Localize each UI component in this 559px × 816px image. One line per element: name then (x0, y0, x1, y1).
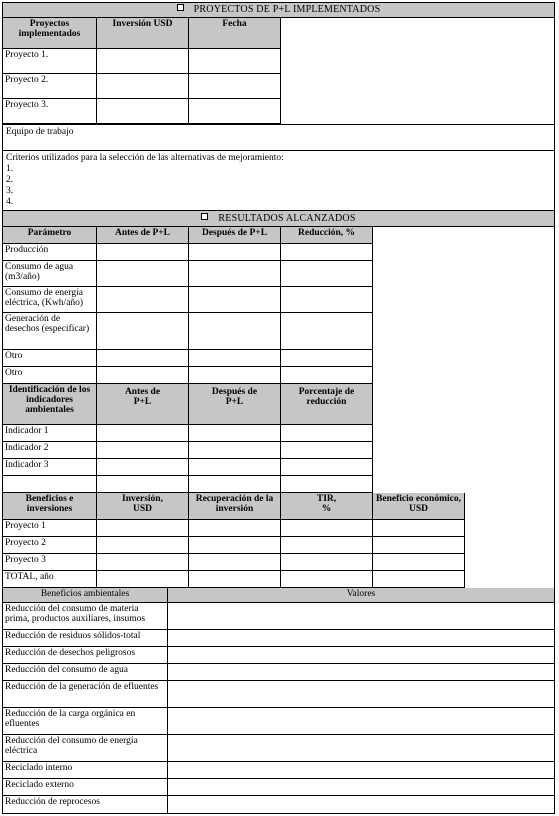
column-header: Parámetro (3, 227, 97, 244)
value-cell[interactable] (168, 735, 554, 762)
value-cell[interactable] (281, 425, 373, 442)
value-cell[interactable] (281, 287, 373, 313)
table-row-label: Proyecto 3 (3, 554, 97, 571)
column-header: Después de P+L (189, 227, 281, 244)
column-header: Recuperación de la inversión (189, 493, 281, 520)
value-cell[interactable] (97, 287, 189, 313)
form-sheet (2, 2, 555, 814)
value-cell[interactable] (97, 244, 189, 261)
section-title: PROYECTOS DE P+L IMPLEMENTADOS (193, 4, 381, 15)
table-row-label: Reducción del consumo de agua (3, 664, 168, 681)
column-header: TIR, % (281, 493, 373, 520)
investment-cell[interactable] (97, 49, 189, 74)
table-row-label: Indicador 2 (3, 442, 97, 459)
investment-cell[interactable] (97, 74, 189, 99)
criteria-item: 2. (6, 175, 14, 185)
checkbox-bullet-icon (201, 213, 208, 220)
value-cell[interactable] (168, 630, 554, 647)
value-cell[interactable] (189, 350, 281, 367)
value-cell[interactable] (189, 425, 281, 442)
value-cell[interactable] (189, 287, 281, 313)
value-cell[interactable] (97, 554, 189, 571)
divider (3, 124, 554, 125)
value-cell[interactable] (97, 367, 189, 384)
value-cell[interactable] (168, 779, 554, 796)
value-cell[interactable] (97, 459, 189, 476)
value-cell[interactable] (189, 554, 281, 571)
value-cell[interactable] (97, 520, 189, 537)
column-header: Inversión USD (97, 18, 189, 49)
column-header: Reducción, % (281, 227, 373, 244)
table-row-label: Proyecto 1. (3, 49, 97, 74)
table-row-label (3, 476, 97, 493)
table-row-label: Reducción de desechos peligrosos (3, 647, 168, 664)
value-cell[interactable] (189, 571, 281, 588)
date-cell[interactable] (189, 49, 281, 74)
table-row-label: Consumo de agua (m3/año) (3, 261, 97, 287)
column-header: Valores (168, 588, 554, 603)
value-cell[interactable] (97, 313, 189, 350)
table-row-label: Producción (3, 244, 97, 261)
value-cell[interactable] (168, 647, 554, 664)
criteria-item: 1. (6, 164, 14, 174)
value-cell[interactable] (168, 603, 554, 630)
table-row-label: TOTAL, año (3, 571, 97, 588)
table-row-label: Consumo de energía eléctrica, (Kwh/año) (3, 287, 97, 313)
value-cell[interactable] (281, 554, 373, 571)
value-cell[interactable] (168, 664, 554, 681)
section-title: RESULTADOS ALCANZADOS (218, 213, 356, 224)
column-header: Antes de P+L (97, 384, 189, 425)
table-row-label: Proyecto 3. (3, 99, 97, 124)
table-row-label: Generación de desechos (especificar) (3, 313, 97, 350)
investment-cell[interactable] (97, 99, 189, 124)
value-cell[interactable] (97, 350, 189, 367)
column-header: Fecha (189, 18, 281, 49)
criteria-label: Criterios utilizados para la selección de las alternativas de mejoramiento: (6, 153, 284, 163)
table-row-label: Indicador 3 (3, 459, 97, 476)
table-row-label: Reciclado interno (3, 762, 168, 779)
column-header: Identificación de los indicadores ambientales (3, 384, 97, 425)
table-row-label: Proyecto 2. (3, 74, 97, 99)
table-row-label: Proyecto 2 (3, 537, 97, 554)
value-cell[interactable] (189, 313, 281, 350)
value-cell[interactable] (281, 537, 373, 554)
table-row-label: Otro (3, 350, 97, 367)
value-cell[interactable] (189, 520, 281, 537)
value-cell[interactable] (281, 367, 373, 384)
column-header: Inversión, USD (97, 493, 189, 520)
value-cell[interactable] (373, 571, 465, 588)
checkbox-bullet-icon (177, 4, 184, 11)
column-header: Antes de P+L (97, 227, 189, 244)
value-cell[interactable] (281, 442, 373, 459)
section-header-projects (3, 3, 554, 18)
value-cell[interactable] (168, 796, 554, 813)
column-header: Después de P+L (189, 384, 281, 425)
value-cell[interactable] (281, 261, 373, 287)
table-row-label: Reducción de la generación de efluentes (3, 681, 168, 708)
date-cell[interactable] (189, 99, 281, 124)
table-row-label: Reducción de reprocesos (3, 796, 168, 813)
value-cell[interactable] (281, 244, 373, 261)
divider (3, 150, 554, 151)
value-cell[interactable] (97, 537, 189, 554)
value-cell[interactable] (373, 520, 465, 537)
criteria-item: 3. (6, 186, 14, 196)
value-cell[interactable] (97, 261, 189, 287)
value-cell[interactable] (97, 425, 189, 442)
date-cell[interactable] (189, 74, 281, 99)
column-header: Beneficio económico, USD (373, 493, 465, 520)
value-cell[interactable] (189, 367, 281, 384)
value-cell[interactable] (281, 520, 373, 537)
team-label: Equipo de trabajo (6, 127, 74, 137)
column-header: Porcentaje de reducción (281, 384, 373, 425)
criteria-item: 4. (6, 197, 14, 207)
table-row-label: Reciclado externo (3, 779, 168, 796)
value-cell[interactable] (281, 476, 373, 493)
table-row-label: Reducción de la carga orgánica en efluentes (3, 708, 168, 735)
column-header: Proyectos implementados (3, 18, 97, 49)
value-cell[interactable] (281, 350, 373, 367)
value-cell[interactable] (281, 313, 373, 350)
value-cell[interactable] (168, 681, 554, 708)
value-cell[interactable] (373, 537, 465, 554)
value-cell[interactable] (189, 261, 281, 287)
value-cell[interactable] (189, 476, 281, 493)
table-row-label: Otro (3, 367, 97, 384)
value-cell[interactable] (373, 554, 465, 571)
value-cell[interactable] (189, 537, 281, 554)
value-cell[interactable] (97, 442, 189, 459)
table-row-label: Reducción de residuos sólidos-total (3, 630, 168, 647)
value-cell[interactable] (97, 476, 189, 493)
table-row-label: Indicador 1 (3, 425, 97, 442)
value-cell[interactable] (281, 459, 373, 476)
table-row-label: Reducción del consumo de energía eléctrica (3, 735, 168, 762)
value-cell[interactable] (168, 762, 554, 779)
table-row-label: Proyecto 1 (3, 520, 97, 537)
value-cell[interactable] (189, 459, 281, 476)
column-header: Beneficios e inversiones (3, 493, 97, 520)
value-cell[interactable] (189, 244, 281, 261)
value-cell[interactable] (281, 571, 373, 588)
value-cell[interactable] (189, 442, 281, 459)
value-cell[interactable] (97, 571, 189, 588)
table-row-label: Reducción del consumo de materia prima, productos auxiliares, insumos (3, 603, 168, 630)
value-cell[interactable] (168, 708, 554, 735)
column-header: Beneficios ambientales (3, 588, 168, 603)
section-header-results (3, 211, 554, 227)
